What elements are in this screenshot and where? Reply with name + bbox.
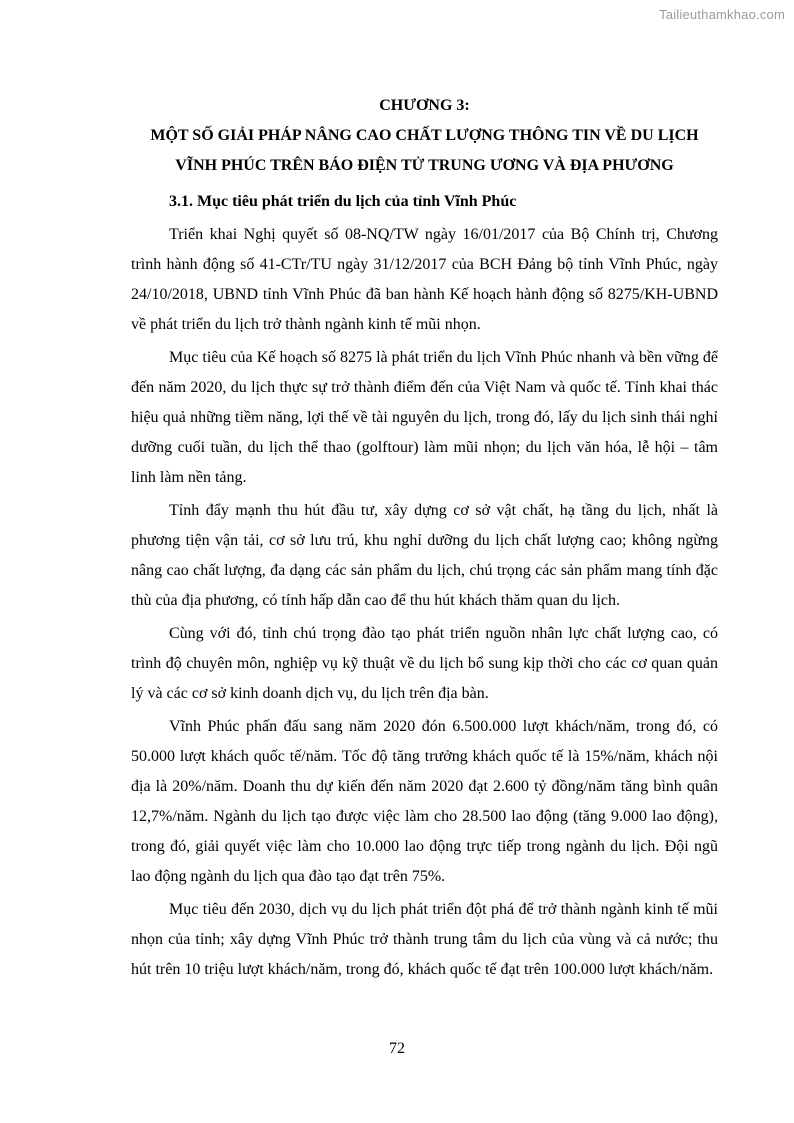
chapter-heading xyxy=(131,91,718,181)
paragraph-6: Mục tiêu đến 2030, dịch vụ du lịch phát triển đột phá để trở thành ngành kinh tế mũi nhọn của tỉnh; xây dựng Vĩnh Phúc trở thành trung tâm du lịch của vùng và cả nước; thu hút trên 10 triệu lượt khách/năm, trong đó, khách quốc tế đạt trên 100.000 lượt khách/năm. xyxy=(131,901,718,978)
watermark-text: Tailieuthamkhao.com xyxy=(659,7,785,22)
chapter-title-line-2: VĨNH PHÚC TRÊN BÁO ĐIỆN TỬ TRUNG ƯƠNG VÀ ĐỊA PHƯƠNG xyxy=(175,157,674,174)
section-heading: 3.1. Mục tiêu phát triển du lịch của tỉnh Vĩnh Phúc xyxy=(169,193,517,210)
paragraph-3: Tỉnh đẩy mạnh thu hút đầu tư, xây dựng cơ sở vật chất, hạ tầng du lịch, nhất là phương tiện vận tải, cơ sở lưu trú, khu nghỉ dưỡng du lịch chất lượng cao; không ngừng nâng cao chất lượng, đa dạng các sản phẩm du lịch, chú trọng các sản phẩm mang tính đặc thù của địa phương, có tính hấp dẫn cao để thu hút khách thăm quan du lịch. xyxy=(131,502,718,609)
page-number: 72 xyxy=(389,1040,405,1057)
paragraph-5: Vĩnh Phúc phấn đấu sang năm 2020 đón 6.500.000 lượt khách/năm, trong đó, có 50.000 lượt khách quốc tế/năm. Tốc độ tăng trưởng khách quốc tế là 15%/năm, khách nội địa là 20%/năm. Doanh thu dự kiến đến năm 2020 đạt 2.600 tỷ đồng/năm tăng bình quân 12,7%/năm. Ngành du lịch tạo được việc làm cho 28.500 lao động (tăng 9.000 lao động), trong đó, giải quyết việc làm cho 10.000 lao động trực tiếp trong ngành du lịch. Đội ngũ lao động ngành du lịch qua đào tạo đạt trên 75%. xyxy=(131,718,718,885)
paragraph-2: Mục tiêu của Kế hoạch số 8275 là phát triển du lịch Vĩnh Phúc nhanh và bền vững để đến năm 2020, du lịch thực sự trở thành điểm đến của Việt Nam và quốc tế. Tỉnh khai thác hiệu quả những tiềm năng, lợi thế về tài nguyên du lịch, trong đó, lấy du lịch sinh thái nghỉ dưỡng cuối tuần, du lịch thể thao (golftour) làm mũi nhọn; du lịch văn hóa, lễ hội – tâm linh làm nền tảng. xyxy=(131,349,718,486)
chapter-title-line-1: MỘT SỐ GIẢI PHÁP NÂNG CAO CHẤT LƯỢNG THÔNG TIN VỀ DU LỊCH xyxy=(150,127,699,144)
paragraph-4: Cùng với đó, tỉnh chú trọng đào tạo phát triển nguồn nhân lực chất lượng cao, có trình độ chuyên môn, nghiệp vụ kỹ thuật về du lịch bổ sung kịp thời cho các cơ quan quản lý và các cơ sở kinh doanh dịch vụ, du lịch trên địa bàn. xyxy=(131,625,718,702)
document-page xyxy=(131,91,718,985)
chapter-number: CHƯƠNG 3: xyxy=(379,97,470,114)
paragraph-1: Triển khai Nghị quyết số 08-NQ/TW ngày 16/01/2017 của Bộ Chính trị, Chương trình hành động số 41-CTr/TU ngày 31/12/2017 của BCH Đảng bộ tỉnh Vĩnh Phúc, ngày 24/10/2018, UBND tỉnh Vĩnh Phúc đã ban hành Kế hoạch hành động số 8275/KH-UBND về phát triển du lịch trở thành ngành kinh tế mũi nhọn. xyxy=(131,226,718,333)
